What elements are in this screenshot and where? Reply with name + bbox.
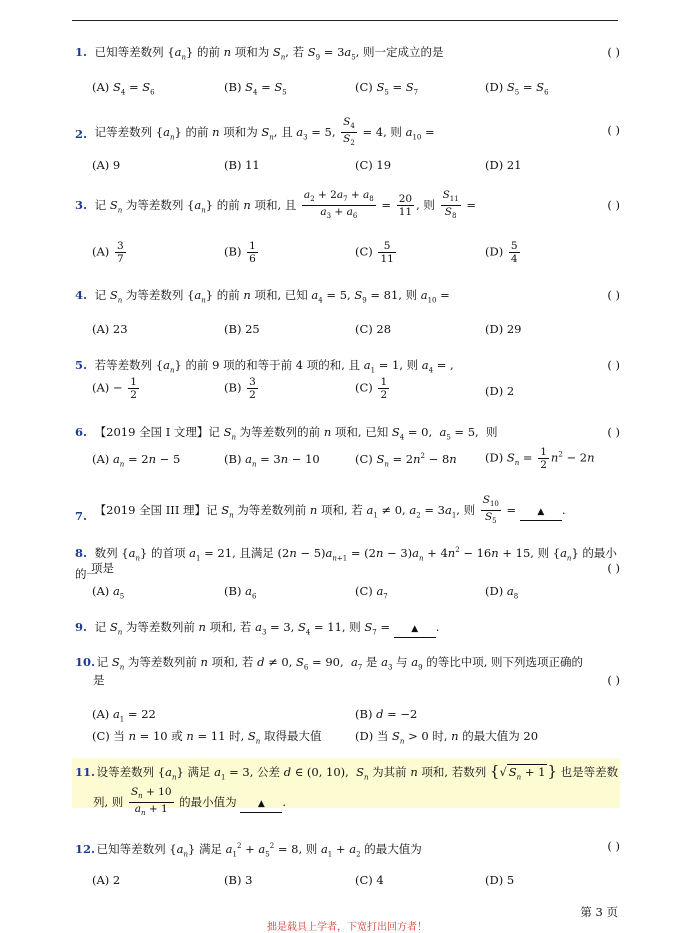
option-b: (B) 11 (224, 158, 260, 172)
option-d: (D) $S_5 = S_6$ (485, 80, 549, 97)
option-b: (B) $a_n = 3n - 10$ (224, 452, 320, 469)
option-b: (B) $S_4 = S_5$ (224, 80, 287, 97)
option-a: (A) 2 (92, 873, 121, 887)
answer-blank: ▲ (520, 504, 562, 521)
option-a: (A) $\frac{3}{7}$ (92, 240, 124, 265)
option-a: (A) $a_n = 2n - 5$ (92, 452, 181, 469)
question-text: 【2019 全国 III 理】记 $S_n$ 为等差数列前 n 项和, 若 $a_1 \ne 0$, $a_2 = 3a_1$, 则 $\frac{S_{10}}{S_5}$ = ▲ . (94, 494, 566, 526)
question-6 (75, 424, 620, 445)
question-11 (75, 763, 620, 785)
question-number: 11. (75, 765, 96, 779)
answer-blank: ▲ (240, 796, 282, 813)
question-9 (75, 619, 620, 640)
question-number: 12. (75, 841, 96, 856)
option-d: (D) $S_n$ = $\frac{1}{2}$ $n^2 - 2n$ (485, 446, 595, 471)
answer-paren: ( ) (607, 839, 620, 853)
option-d: (D) 29 (485, 322, 522, 336)
answer-paren: ( ) (607, 358, 620, 372)
question-text: 已知等差数列 $\{a_n\}$ 的前 n 项和为 $S_n$, 若 $S_9 = 3a_5$, 则一定成立的是 (94, 45, 444, 62)
answer-blank: ▲ (394, 621, 436, 638)
question-8-line2 (75, 560, 620, 576)
option-b: (B) $a_6$ (224, 584, 257, 601)
option-c: (C) 19 (355, 158, 392, 172)
footer-note: 拙是载具上学者，下宽打出回方者！ (267, 922, 427, 933)
question-text: 记 $S_n$ 为等差数列 $\{a_n\}$ 的前 n 项和, 已知 $a_4 = 5$, $S_9 = 81$, 则 $a_{10}$ = (94, 288, 450, 305)
option-c: (C) $\frac{5}{11}$ (355, 240, 394, 265)
option-d: (D) $\frac{5}{4}$ (485, 240, 518, 265)
option-b: (B) $\frac{3}{2}$ (224, 376, 256, 401)
option-a: (A) 23 (92, 322, 128, 336)
answer-paren: ( ) (607, 425, 620, 439)
answer-paren: ( ) (607, 45, 620, 59)
answer-paren: ( ) (607, 123, 620, 137)
option-a: (A) 9 (92, 158, 121, 172)
option-b: (B) $\frac{1}{6}$ (224, 240, 256, 265)
question-number: 6. (75, 425, 88, 439)
option-b: (B) 3 (224, 873, 253, 887)
option-c: (C) 28 (355, 322, 392, 336)
option-a: (A) $a_1 = 22$ (92, 707, 156, 724)
question-number: 1. (75, 45, 88, 59)
answer-paren: ( ) (607, 561, 620, 575)
question-text: 列, 则 $\frac{S_n + 10}{a_n + 1}$ 的最小值为 ▲ . (93, 786, 286, 818)
question-text: 若等差数列 $\{a_n\}$ 的前 9 项的和等于前 4 项的和, 且 $a_1 = 1$, 则 $a_4$ = , (94, 358, 454, 375)
option-c: (C) $S_5 = S_7$ (355, 80, 419, 97)
options-10b (92, 728, 612, 758)
question-4 (75, 287, 620, 308)
option-d: (D) $a_8$ (485, 584, 519, 601)
option-c: (C) 4 (355, 873, 384, 887)
answer-paren: ( ) (607, 673, 620, 687)
option-d: (D) 2 (485, 384, 515, 398)
top-rule (72, 20, 618, 21)
question-2 (75, 116, 620, 152)
question-text: 项是 (91, 561, 114, 575)
question-number: 3. (75, 197, 88, 212)
option-d: (D) 当 $S_n > 0$ 时, n 的最大值为 20 (355, 729, 539, 746)
option-d: (D) 21 (485, 158, 522, 172)
question-text: 记等差数列 $\{a_n\}$ 的前 n 项和为 $S_n$, 且 $a_3 = 5$, $\frac{S_4}{S_2}$ = 4, 则 $a_{10}$ = (94, 116, 435, 148)
question-text: 是 (93, 673, 105, 687)
question-number: 7. (75, 508, 88, 523)
question-text: 记 $S_n$ 为等差数列 $\{a_n\}$ 的前 n 项和, 且 $\frac{a_2 + 2a_7 + a_8}{a_3 + a_6}$ = $\frac{20}{11}$ , 则 $\frac{S_{11}}{S_8}$ = (94, 189, 476, 221)
question-11-line2 (75, 786, 620, 818)
options-4 (92, 322, 612, 352)
options-1 (92, 80, 612, 110)
option-a: (A) $S_4 = S_6$ (92, 80, 155, 97)
option-c: (C) $S_n = 2n^2 - 8n$ (355, 452, 457, 469)
option-c: (C) $\frac{1}{2}$ (355, 376, 388, 401)
question-3 (75, 189, 620, 225)
question-10-line2 (75, 672, 620, 688)
question-number: 9. (75, 620, 88, 634)
question-number: 5. (75, 358, 88, 372)
option-d: (D) 5 (485, 873, 515, 887)
question-number: 8. (75, 545, 88, 560)
question-12 (75, 838, 620, 862)
options-6 (92, 446, 612, 476)
option-b: (B) d = −2 (355, 707, 418, 721)
answer-paren: ( ) (607, 288, 620, 302)
options-2 (92, 158, 612, 188)
question-text: 记 $S_n$ 为等差数列前 n 项和, 若 $a_3 = 3$, $S_4 = 11$, 则 $S_7$ = ▲ . (94, 620, 440, 637)
question-text: 数列 $\{a_n\}$ 的首项 $a_1 = 21$, 且满足 $(2n - 5)a_{n+1} = (2n - 3)a_n + 4n^2 - 16n + 15$, 则 $\{a_n\}$ 的最小的一 (75, 545, 617, 582)
option-c: (C) 当 n = 10 或 n = 11 时, $S_n$ 取得最大值 (92, 729, 322, 746)
question-text: 设等差数列 $\{a_n\}$ 满足 $a_1 = 3$, 公差 d ∈ (0, 10), $S_n$ 为其前 n 项和, 若数列 {√ $S_n + 1$ } 也是等差数 (96, 762, 619, 782)
answer-paren: ( ) (607, 198, 620, 212)
options-3 (92, 240, 612, 270)
page-number: 第 3 页 (580, 905, 618, 919)
option-a: (A) $a_5$ (92, 584, 125, 601)
question-1 (75, 44, 620, 65)
options-5 (92, 376, 612, 406)
options-12 (92, 873, 612, 903)
question-text: 已知等差数列 $\{a_n\}$ 满足 $a_1^2 + a_5^2 = 8$, 则 $a_1 + a_2$ 的最大值为 (96, 841, 422, 859)
question-number: 2. (75, 126, 88, 141)
question-text: 【2019 全国 I 文理】记 $S_n$ 为等差数列的前 n 项和, 已知 $S_4 = 0$, $a_5 = 5$, 则 (94, 425, 498, 442)
options-8 (92, 584, 612, 614)
question-text: 记 $S_n$ 为等差数列前 n 项和, 若 d ≠ 0, $S_6 = 90$, $a_7$ 是 $a_3$ 与 $a_9$ 的等比中项, 则下列选项正确的 (96, 655, 584, 672)
option-c: (C) $a_7$ (355, 584, 388, 601)
option-b: (B) 25 (224, 322, 260, 336)
question-number: 10. (75, 655, 96, 669)
question-7 (75, 494, 620, 528)
option-a: (A) − $\frac{1}{2}$ (92, 376, 137, 401)
question-number: 4. (75, 288, 88, 302)
